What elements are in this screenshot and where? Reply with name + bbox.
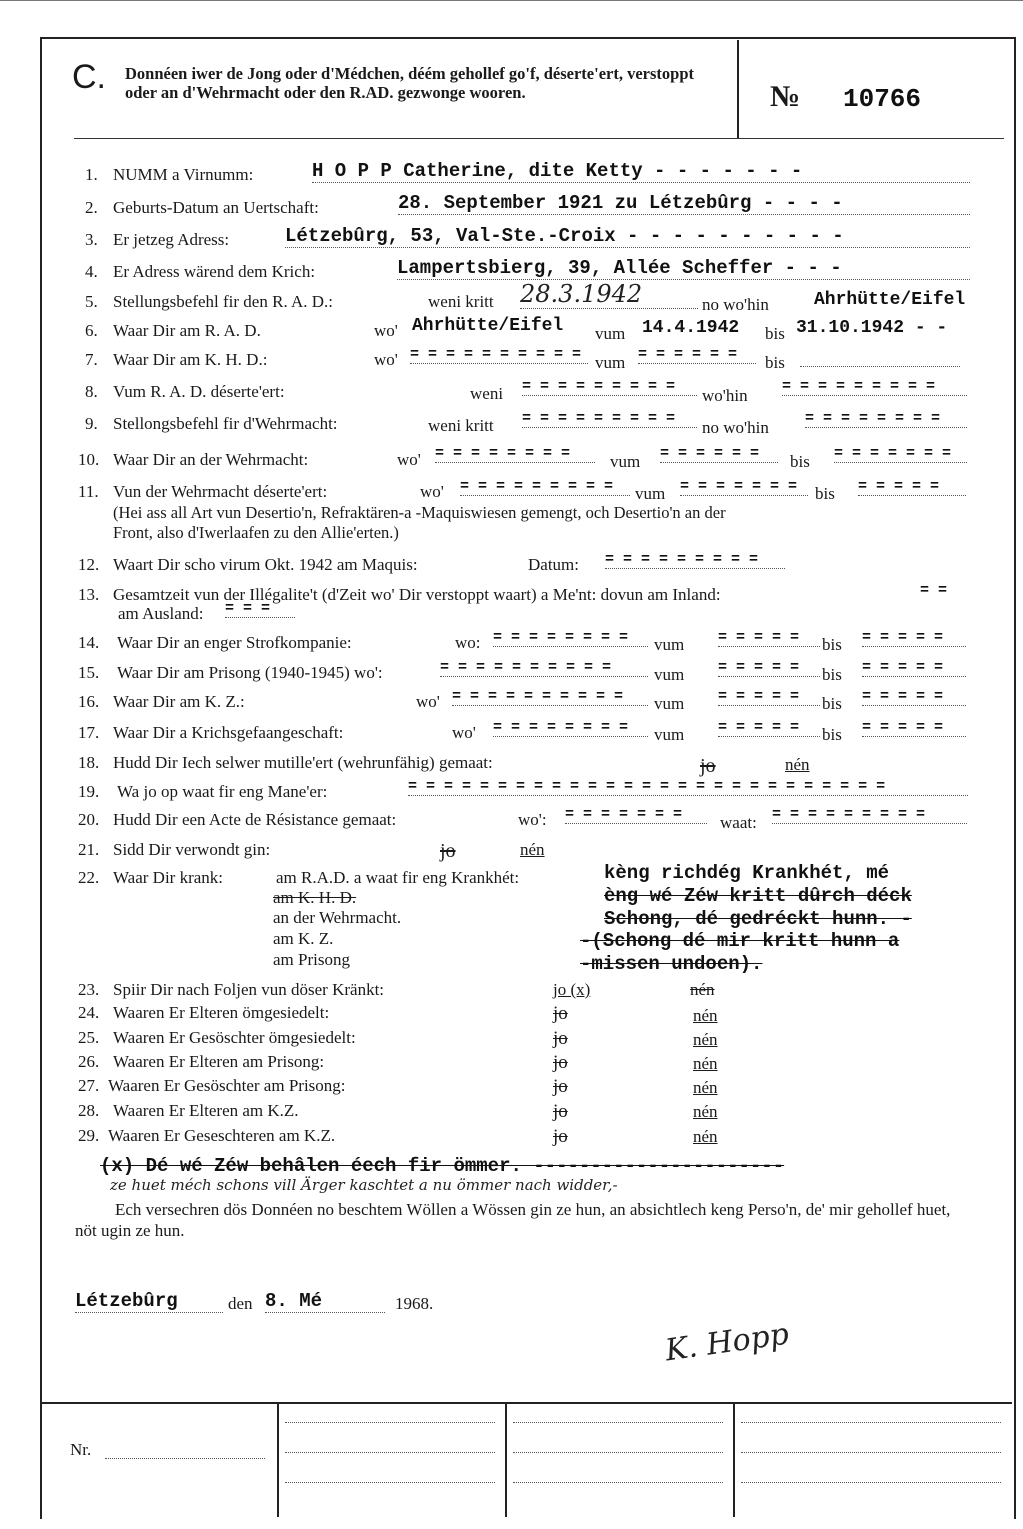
row-7-wo: wo' bbox=[374, 350, 398, 369]
row-17-bis: bis bbox=[822, 725, 842, 744]
row-7-wo-blank: = = = = = = = = = = bbox=[410, 346, 588, 364]
row-7-bis: bis bbox=[765, 353, 785, 372]
row-22-sub-kz: am K. Z. bbox=[273, 929, 334, 948]
row-9-number: 9. bbox=[85, 414, 98, 433]
row-10-number: 10. bbox=[78, 450, 100, 469]
row-14-bis: bis bbox=[822, 635, 842, 654]
row-24-number: 24. bbox=[78, 1003, 100, 1022]
row-8-weni-blank: = = = = = = = = = bbox=[522, 378, 697, 396]
row-26-nen: nén bbox=[693, 1054, 718, 1073]
row-14-wo: wo: bbox=[455, 633, 481, 652]
row-14-vum: vum bbox=[654, 635, 685, 654]
row-5-date: 28.3.1942 bbox=[520, 280, 698, 309]
row-21-number: 21. bbox=[78, 840, 100, 859]
row-3-label: Er jetzeg Adress: bbox=[113, 230, 230, 249]
row-5-destination: Ahrhütte/Eifel bbox=[814, 290, 966, 310]
row-5-weni: weni kritt bbox=[428, 292, 494, 311]
row-3-value: Létzebûrg, 53, Val-Ste.-Croix - - - - - - - - - - bbox=[285, 225, 970, 248]
row-4-label: Er Adress wärend dem Krich: bbox=[113, 262, 316, 281]
row-1-number: 1. bbox=[85, 165, 98, 184]
row-14-bis-blank: = = = = = bbox=[862, 629, 966, 647]
row-22-answer-line-4: -(Schong dé mir kritt hunn a bbox=[580, 930, 900, 952]
row-4-number: 4. bbox=[85, 262, 98, 281]
row-6-number: 6. bbox=[85, 321, 98, 340]
row-11-vum-blank: = = = = = = = bbox=[680, 478, 808, 496]
row-18-number: 18. bbox=[78, 753, 100, 772]
row-10-vum-blank: = = = = = = bbox=[660, 445, 778, 463]
footer-divider-2 bbox=[505, 1402, 507, 1517]
row-13-label: Gesamtzeit vun der Illégalite't (d'Zeit wo' Dir verstoppt waart) a Me'nt: dovun am Inland: bbox=[113, 585, 721, 604]
row-10-wo-blank: = = = = = = = = bbox=[435, 445, 595, 463]
footer-cell-2-line-2 bbox=[285, 1442, 495, 1453]
row-16-bis-blank: = = = = = bbox=[862, 688, 966, 706]
row-8-number: 8. bbox=[85, 382, 98, 401]
footer-divider-1 bbox=[277, 1402, 279, 1517]
row-21-jo: jo bbox=[440, 840, 456, 862]
row-15-vum: vum bbox=[654, 665, 685, 684]
row-28-nen: nén bbox=[693, 1102, 718, 1121]
row-19-label: Wa jo op waat fir eng Mane'er: bbox=[117, 782, 328, 801]
footer-cell-3-line-2 bbox=[513, 1442, 723, 1453]
row-1-label: NUMM a Virnumm: bbox=[113, 165, 254, 184]
row-15-vum-blank: = = = = = bbox=[718, 659, 820, 677]
row-15-number: 15. bbox=[78, 663, 100, 682]
row-11-label: Vun der Wehrmacht déserte'ert: bbox=[113, 482, 328, 501]
row-29-nen: nén bbox=[693, 1127, 718, 1146]
row-10-wo: wo' bbox=[397, 450, 421, 469]
row-27-label: Waaren Er Gesöschter am Prisong: bbox=[108, 1076, 346, 1095]
row-27-jo: jo bbox=[553, 1076, 568, 1097]
row-28-jo: jo bbox=[553, 1101, 568, 1122]
row-6-from: 14.4.1942 bbox=[642, 318, 740, 338]
row-15-label: Waar Dir am Prisong (1940-1945) wo': bbox=[117, 663, 383, 682]
footer-cell-2-line-3 bbox=[285, 1472, 495, 1483]
row-24-label: Waaren Er Elteren ömgesiedelt: bbox=[113, 1003, 330, 1022]
row-17-vum: vum bbox=[654, 725, 685, 744]
row-7-bis-blank bbox=[800, 346, 960, 367]
form-number: 10766 bbox=[843, 84, 922, 114]
row-13-inland-blank: = = bbox=[920, 582, 948, 599]
row-23-jo: jo (x) bbox=[553, 980, 591, 999]
signature: K. Hopp bbox=[663, 1316, 791, 1369]
header-rule bbox=[74, 138, 1004, 139]
row-6-label: Waar Dir am R. A. D. bbox=[113, 321, 261, 340]
row-23-nen: nén bbox=[690, 980, 715, 999]
row-11-wo: wo' bbox=[420, 482, 444, 501]
row-20-label: Hudd Dir een Acte de Résistance gemaat: bbox=[113, 810, 397, 829]
row-13-ausland-blank: = = = bbox=[225, 600, 295, 618]
row-15-wo-blank: = = = = = = = = = = bbox=[440, 659, 648, 677]
row-6-bis: bis bbox=[765, 324, 785, 343]
row-6-place: Ahrhütte/Eifel bbox=[412, 316, 564, 336]
row-23-label: Spiir Dir nach Foljen vun döser Kränkt: bbox=[113, 980, 385, 999]
row-27-nen: nén bbox=[693, 1078, 718, 1097]
row-22-sub-prisong: am Prisong bbox=[273, 950, 350, 969]
row-29-number: 29. bbox=[78, 1126, 100, 1145]
row-10-vum: vum bbox=[610, 452, 641, 471]
number-sign: № bbox=[770, 80, 801, 113]
row-25-jo: jo bbox=[553, 1028, 568, 1049]
row-17-wo: wo' bbox=[452, 723, 476, 742]
row-5-label: Stellungsbefehl fir den R. A. D.: bbox=[113, 292, 334, 311]
row-11-bis: bis bbox=[815, 484, 835, 503]
row-12-datum: Datum: bbox=[528, 555, 579, 574]
row-9-label: Stellongsbefehl fir d'Wehrmacht: bbox=[113, 414, 338, 433]
footer-cell-4-line-2 bbox=[741, 1442, 1001, 1453]
footer-top-rule bbox=[42, 1402, 1012, 1404]
row-9-weni-blank: = = = = = = = = = bbox=[522, 410, 697, 428]
header-divider bbox=[737, 40, 739, 138]
row-16-wo: wo' bbox=[416, 692, 440, 711]
row-13-label-ausland: am Ausland: bbox=[118, 604, 204, 623]
row-26-number: 26. bbox=[78, 1052, 100, 1071]
row-7-label: Waar Dir am K. H. D.: bbox=[113, 350, 268, 369]
footer-divider-3 bbox=[733, 1402, 735, 1517]
signature-date: 8. Mé bbox=[265, 1290, 385, 1313]
row-1-value: H O P P Catherine, dite Ketty - - - - - - - bbox=[312, 160, 970, 183]
footnote-typed: (x) Dé wé Zéw behâlen éech fir ömmer. ---------------------- bbox=[100, 1155, 785, 1177]
row-16-label: Waar Dir am K. Z.: bbox=[113, 692, 245, 711]
row-12-number: 12. bbox=[78, 555, 100, 574]
row-8-label: Vum R. A. D. déserte'ert: bbox=[113, 382, 285, 401]
row-19-blank: = = = = = = = = = = = = = = = = = = = = = = = = = = = bbox=[408, 778, 968, 796]
row-22-sub-wehrmacht: an der Wehrmacht. bbox=[273, 908, 402, 927]
footer-cell-4-line-3 bbox=[741, 1472, 1001, 1483]
row-11-vum: vum bbox=[635, 484, 666, 503]
row-16-number: 16. bbox=[78, 692, 100, 711]
row-22-sub-khd: am K. H. D. bbox=[273, 888, 357, 907]
row-25-number: 25. bbox=[78, 1028, 100, 1047]
row-6-wo: wo' bbox=[374, 321, 398, 340]
row-6-vum: vum bbox=[595, 324, 626, 343]
footer-cell-3-line-1 bbox=[513, 1412, 723, 1423]
row-17-number: 17. bbox=[78, 723, 100, 742]
row-28-number: 28. bbox=[78, 1101, 100, 1120]
row-17-vum-blank: = = = = = bbox=[718, 719, 820, 737]
row-17-label: Waar Dir a Krichsgefaangeschaft: bbox=[113, 723, 344, 742]
row-28-label: Waaren Er Elteren am K.Z. bbox=[113, 1101, 299, 1120]
footer-cell-4-line-1 bbox=[741, 1412, 1001, 1423]
row-18-jo: jo bbox=[700, 755, 716, 777]
row-4-value: Lampertsbierg, 39, Allée Scheffer - - - bbox=[397, 257, 970, 280]
row-21-nen: nén bbox=[520, 840, 545, 859]
row-9-no: no wo'hin bbox=[702, 418, 769, 437]
row-12-datum-blank: = = = = = = = = = bbox=[605, 551, 785, 569]
section-letter: C. bbox=[72, 58, 106, 96]
footer-cell-3-line-3 bbox=[513, 1472, 723, 1483]
row-7-vum: vum bbox=[595, 353, 626, 372]
signature-place: Létzebûrg bbox=[75, 1290, 223, 1313]
row-16-wo-blank: = = = = = = = = = = bbox=[452, 688, 648, 706]
row-6-to: 31.10.1942 - - bbox=[796, 318, 948, 338]
row-3-number: 3. bbox=[85, 230, 98, 249]
row-22-answer-line-1: kèng richdég Krankhét, mé bbox=[604, 862, 890, 884]
row-17-wo-blank: = = = = = = = = bbox=[493, 719, 648, 737]
row-18-nen: nén bbox=[785, 755, 810, 774]
row-14-wo-blank: = = = = = = = = bbox=[493, 629, 648, 647]
row-24-nen: nén bbox=[693, 1006, 718, 1025]
footer-cell-2-line-1 bbox=[285, 1412, 495, 1423]
row-2-value: 28. September 1921 zu Létzebûrg - - - - bbox=[398, 192, 970, 215]
row-14-vum-blank: = = = = = bbox=[718, 629, 820, 647]
footer-nr-blank bbox=[105, 1440, 265, 1459]
row-11-number: 11. bbox=[78, 482, 99, 501]
row-10-label: Waar Dir an der Wehrmacht: bbox=[113, 450, 309, 469]
row-29-label: Waaren Er Geseschteren am K.Z. bbox=[108, 1126, 336, 1145]
row-23-number: 23. bbox=[78, 980, 100, 999]
row-10-bis-blank: = = = = = = = bbox=[834, 445, 967, 463]
row-20-waat-blank: = = = = = = = = = bbox=[772, 806, 967, 824]
row-27-number: 27. bbox=[78, 1076, 100, 1095]
row-22-answer-line-5: -missen undoen). bbox=[580, 953, 763, 975]
row-22-sub-rad: am R.A.D. a waat fir eng Krankhét: bbox=[276, 868, 520, 887]
row-20-number: 20. bbox=[78, 810, 100, 829]
row-8-wohin: wo'hin bbox=[702, 386, 748, 405]
row-10-bis: bis bbox=[790, 452, 810, 471]
signature-den: den bbox=[228, 1294, 253, 1313]
row-22-label: Waar Dir krank: bbox=[113, 868, 224, 887]
row-18-label: Hudd Dir Iech selwer mutille'ert (wehrunfähig) gemaat: bbox=[113, 753, 493, 772]
row-15-bis: bis bbox=[822, 665, 842, 684]
row-16-vum: vum bbox=[654, 694, 685, 713]
row-16-vum-blank: = = = = = bbox=[718, 688, 820, 706]
row-26-label: Waaren Er Elteren am Prisong: bbox=[113, 1052, 325, 1071]
row-11-note-line-1: (Hei ass all Art vun Desertio'n, Refraktären-a -Maquiswiesen gemengt, och Desertio'n an der bbox=[113, 503, 726, 522]
header-intro: Donnéen iwer de Jong oder d'Médchen, déém gehollef go'f, déserte'ert, verstoppt oder an d'Wehrmacht oder den R.AD. gezwonge wooren. bbox=[125, 64, 695, 102]
row-20-wo-blank: = = = = = = = bbox=[565, 806, 707, 824]
row-25-nen: nén bbox=[693, 1030, 718, 1049]
row-24-jo: jo bbox=[553, 1003, 568, 1024]
row-22-answer-line-3: Schong, dé gedréckt hunn. - bbox=[604, 908, 912, 930]
row-9-weni: weni kritt bbox=[428, 416, 494, 435]
row-11-note-line-2: Front, also d'Iwerlaafen zu den Allie'erten.) bbox=[113, 523, 399, 542]
row-19-number: 19. bbox=[78, 782, 100, 801]
row-7-vum-blank: = = = = = = bbox=[638, 346, 756, 364]
row-22-answer-line-2: èng wé Zéw kritt dûrch déck bbox=[604, 885, 912, 907]
row-5-no: no wo'hin bbox=[702, 295, 769, 314]
row-25-label: Waaren Er Gesöschter ömgesiedelt: bbox=[113, 1028, 356, 1047]
row-14-number: 14. bbox=[78, 633, 100, 652]
row-9-no-blank: = = = = = = = = bbox=[805, 410, 967, 428]
signature-year: 1968. bbox=[395, 1294, 434, 1313]
row-16-bis: bis bbox=[822, 694, 842, 713]
declaration-text: Ech versechren dös Donnéen no beschtem Wöllen a Wössen gin ze hun, an absichtlech keng Perso'n, de' mir gehollef huet, nöt ugin ze hun. bbox=[75, 1200, 951, 1240]
row-22-number: 22. bbox=[78, 868, 100, 887]
row-13-number: 13. bbox=[78, 585, 100, 604]
row-29-jo: jo bbox=[553, 1126, 568, 1147]
row-26-jo: jo bbox=[553, 1052, 568, 1073]
row-15-bis-blank: = = = = = bbox=[862, 659, 966, 677]
row-5-number: 5. bbox=[85, 292, 98, 311]
footnote-handwritten: ze huet méch schons vill Ärger kaschtet a nu ömmer nach widder,- bbox=[110, 1176, 618, 1194]
row-17-bis-blank: = = = = = bbox=[862, 719, 966, 737]
row-11-wo-blank: = = = = = = = = = bbox=[460, 478, 630, 496]
row-20-wo: wo': bbox=[518, 810, 547, 829]
row-8-weni: weni bbox=[470, 384, 504, 403]
row-2-number: 2. bbox=[85, 198, 98, 217]
row-2-label: Geburts-Datum an Uertschaft: bbox=[113, 198, 319, 217]
page-top-edge bbox=[0, 0, 1023, 1]
row-14-label: Waar Dir an enger Strofkompanie: bbox=[117, 633, 352, 652]
row-11-bis-blank: = = = = = bbox=[858, 478, 966, 496]
row-20-waat: waat: bbox=[720, 813, 757, 832]
row-21-label: Sidd Dir verwondt gin: bbox=[113, 840, 271, 859]
row-8-wohin-blank: = = = = = = = = = bbox=[782, 378, 967, 396]
row-12-label: Waart Dir scho virum Okt. 1942 am Maquis: bbox=[113, 555, 418, 574]
footer-nr-label: Nr. bbox=[70, 1440, 92, 1459]
row-7-number: 7. bbox=[85, 350, 98, 369]
